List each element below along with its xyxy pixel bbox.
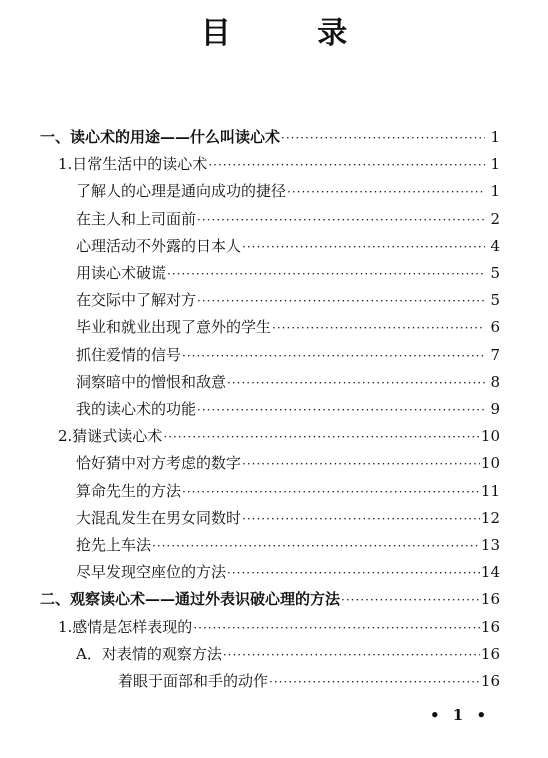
toc-entry[interactable] xyxy=(58,614,500,640)
toc-leader-dots xyxy=(242,451,480,477)
toc-entry-label: 了解人的心理是通向成功的捷径 xyxy=(76,182,287,201)
toc-entry-page-number: 2 xyxy=(490,209,500,228)
toc-entry-page-number: 7 xyxy=(490,345,500,364)
toc-entry-label: 二、观察读心术——通过外表识破心理的方法 xyxy=(40,590,341,609)
toc-entry-page-number: 16 xyxy=(480,617,500,636)
toc-leader-dots xyxy=(227,560,480,586)
toc-entry-page-number: 1 xyxy=(490,128,500,146)
toc-leader-dots xyxy=(281,125,485,151)
toc-entry[interactable] xyxy=(58,151,500,177)
toc-entry-label: 我的读心术的功能 xyxy=(76,400,197,418)
toc-leader-dots xyxy=(197,207,485,233)
toc-entry-label: 大混乱发生在男女同数时 xyxy=(76,508,242,527)
toc-entry-label: 恰好猜中对方考虑的数字 xyxy=(76,454,242,473)
toc-entry-label: 尽早发现空座位的方法 xyxy=(76,563,227,582)
toc-leader-dots xyxy=(272,315,485,341)
toc-entry-page-number: 8 xyxy=(490,372,500,391)
toc-entry[interactable] xyxy=(76,260,500,286)
toc-leader-dots xyxy=(223,642,480,668)
toc-entry[interactable] xyxy=(76,233,500,259)
toc-entry-label: 1.日常生活中的读心术 xyxy=(58,155,208,174)
toc-entry[interactable] xyxy=(118,668,500,694)
toc-entry-label: 抢先上车法 xyxy=(76,536,152,554)
toc-entry-label: 1.感情是怎样表现的 xyxy=(58,617,193,636)
toc-entry[interactable] xyxy=(76,641,500,667)
toc-entry[interactable] xyxy=(76,178,500,204)
toc-entry[interactable] xyxy=(76,559,500,585)
toc-entry-label: 毕业和就业出现了意外的学生 xyxy=(76,318,272,337)
toc-entry[interactable] xyxy=(76,396,500,422)
toc-leader-dots xyxy=(167,261,485,287)
toc-leader-dots xyxy=(163,424,480,450)
toc-leader-dots xyxy=(227,370,485,396)
toc-entry-page-number: 12 xyxy=(480,508,500,527)
toc-entry-page-number: 5 xyxy=(490,264,500,282)
toc-entry[interactable] xyxy=(58,423,500,449)
toc-entry[interactable] xyxy=(76,450,500,476)
toc-entry-label: 2.猜谜式读心术 xyxy=(58,427,163,446)
toc-entry[interactable] xyxy=(76,532,500,558)
toc-entry-page-number: 10 xyxy=(480,454,500,473)
toc-entry-page-number: 5 xyxy=(490,291,500,310)
toc-leader-dots xyxy=(152,533,480,559)
toc-entry-label: 算命先生的方法 xyxy=(76,481,182,500)
toc-entry-page-number: 10 xyxy=(480,427,500,446)
toc-entry-label: 一、读心术的用途——什么叫读心术 xyxy=(40,128,281,146)
toc-leader-dots xyxy=(182,343,485,369)
toc-entry-page-number: 16 xyxy=(480,644,500,663)
toc-entry[interactable] xyxy=(40,586,500,612)
page-number-footer: • 1 • xyxy=(430,706,491,724)
toc-entry-page-number: 9 xyxy=(490,400,500,418)
toc-leader-dots xyxy=(197,397,485,423)
toc-entry-page-number: 13 xyxy=(480,536,500,554)
toc-entry[interactable] xyxy=(76,206,500,232)
toc-entry-page-number: 4 xyxy=(490,236,500,255)
toc-entry-label: 着眼于面部和手的动作 xyxy=(118,672,269,690)
toc-leader-dots xyxy=(242,506,480,532)
toc-entry-page-number: 1 xyxy=(490,155,500,174)
page-title: 目 录 xyxy=(200,16,386,51)
toc-entry-label: 用读心术破谎 xyxy=(76,264,167,282)
toc-leader-dots xyxy=(287,179,485,205)
toc-leader-dots xyxy=(182,479,480,505)
toc-leader-dots xyxy=(341,587,480,613)
toc-leader-dots xyxy=(269,669,480,695)
toc-leader-dots xyxy=(197,288,485,314)
toc-entry[interactable] xyxy=(76,342,500,368)
toc-entry[interactable] xyxy=(76,478,500,504)
toc-entry-page-number: 16 xyxy=(480,590,500,609)
toc-leader-dots xyxy=(208,152,485,178)
toc-entry-page-number: 14 xyxy=(480,563,500,582)
toc-leader-dots xyxy=(193,615,480,641)
toc-entry[interactable] xyxy=(76,369,500,395)
toc-entry-page-number: 11 xyxy=(480,481,500,500)
toc-entry-label: 抓住爱情的信号 xyxy=(76,345,182,364)
toc-entry-label: 在主人和上司面前 xyxy=(76,209,197,228)
toc-entry-page-number: 16 xyxy=(480,672,500,690)
toc-leader-dots xyxy=(242,234,485,260)
toc-entry-label: A．对表情的观察方法 xyxy=(76,644,222,663)
toc-entry-page-number: 1 xyxy=(490,182,500,201)
toc-entry[interactable] xyxy=(40,124,500,150)
toc-entry-label: 在交际中了解对方 xyxy=(76,291,197,310)
toc-entry-label: 洞察暗中的憎恨和敌意 xyxy=(76,372,227,391)
toc-entry-label: 心理活动不外露的日本人 xyxy=(76,236,242,255)
toc-entry[interactable] xyxy=(76,287,500,313)
toc-entry-page-number: 6 xyxy=(490,318,500,337)
toc-entry[interactable] xyxy=(76,314,500,340)
toc-entry[interactable] xyxy=(76,505,500,531)
